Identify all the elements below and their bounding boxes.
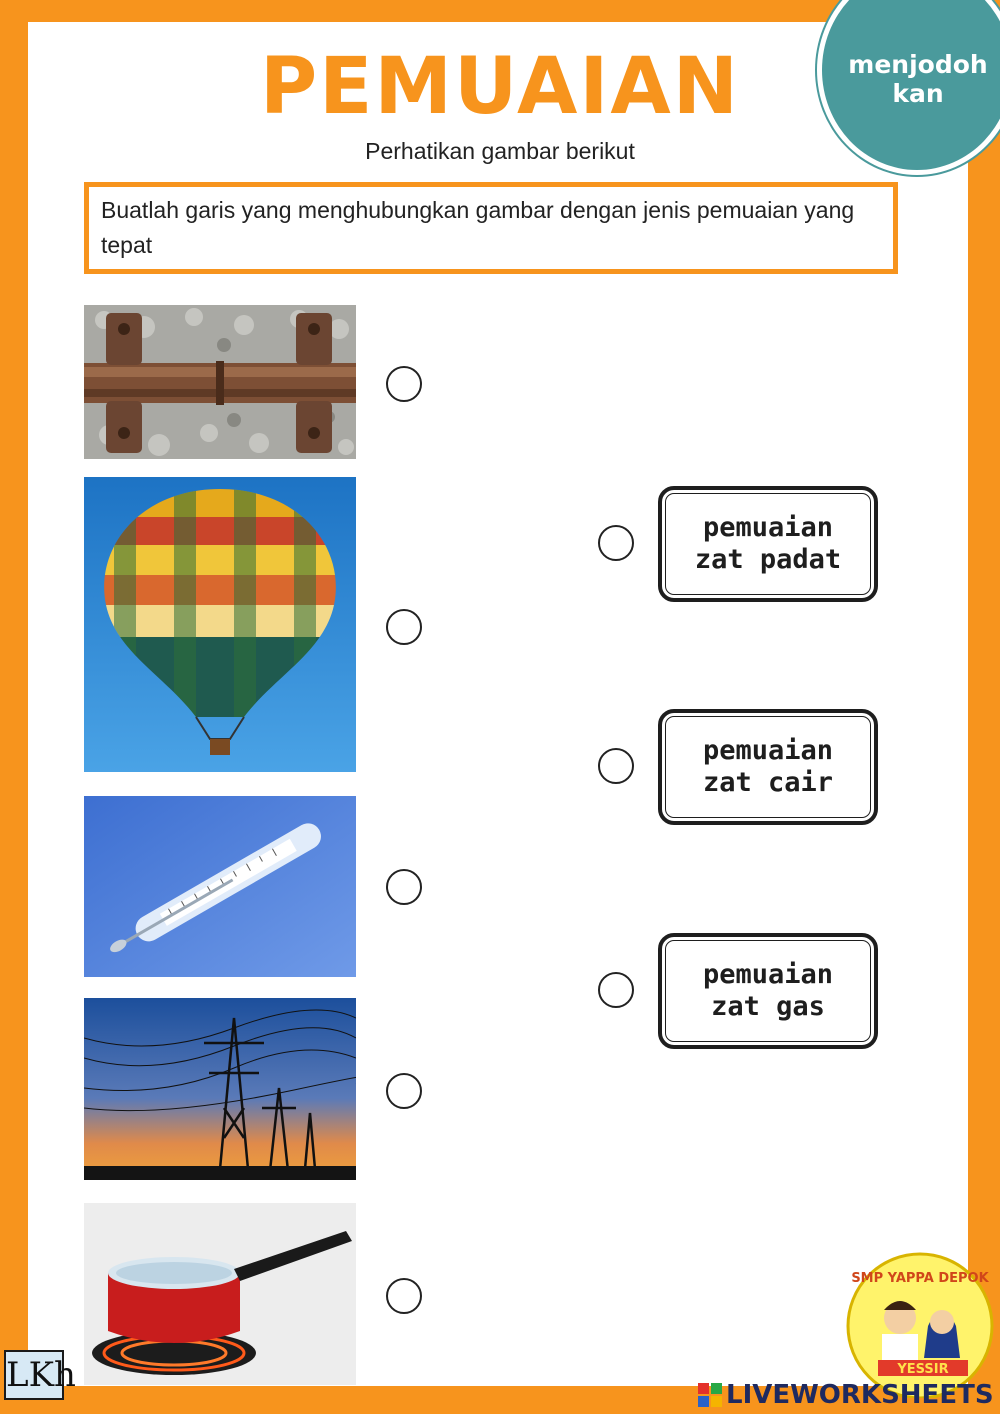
match-dot-answer-2[interactable] [598, 748, 634, 784]
answer-card-zat-padat: pemuaian zat padat [658, 486, 878, 602]
liveworksheets-brand [698, 1378, 994, 1412]
match-dot-picture-5[interactable] [386, 1278, 422, 1314]
instruction-box: Buatlah garis yang menghubungkan gambar dengan jenis pemuaian yang tepat [84, 182, 898, 274]
school-logo [842, 1248, 998, 1398]
match-dot-picture-3[interactable] [386, 869, 422, 905]
match-dot-picture-4[interactable] [386, 1073, 422, 1109]
page-title: PEMUAIAN [259, 42, 741, 132]
match-dot-picture-1[interactable] [386, 366, 422, 402]
svg-text:SMP YAPPA DEPOK: SMP YAPPA DEPOK [851, 1271, 989, 1286]
activity-badge-label: menjodoh kan [848, 50, 988, 108]
match-dot-answer-1[interactable] [598, 525, 634, 561]
answer-card-zat-gas: pemuaian zat gas [658, 933, 878, 1049]
answer-card-zat-cair: pemuaian zat cair [658, 709, 878, 825]
liveworksheets-icon [698, 1383, 722, 1407]
picture-thermometer [84, 796, 356, 977]
picture-hot-air-balloon [84, 477, 356, 772]
corner-logo: LKh [4, 1350, 64, 1400]
page-subtitle: Perhatikan gambar berikut [365, 138, 635, 164]
liveworksheets-wordmark: LIVEWORKSHEETS [726, 1380, 994, 1410]
match-dot-picture-2[interactable] [386, 609, 422, 645]
picture-rail-track [84, 305, 356, 459]
picture-power-lines [84, 998, 356, 1180]
match-dot-answer-3[interactable] [598, 972, 634, 1008]
svg-text:YESSIR: YESSIR [897, 1362, 949, 1377]
picture-boiling-pot [84, 1203, 356, 1385]
